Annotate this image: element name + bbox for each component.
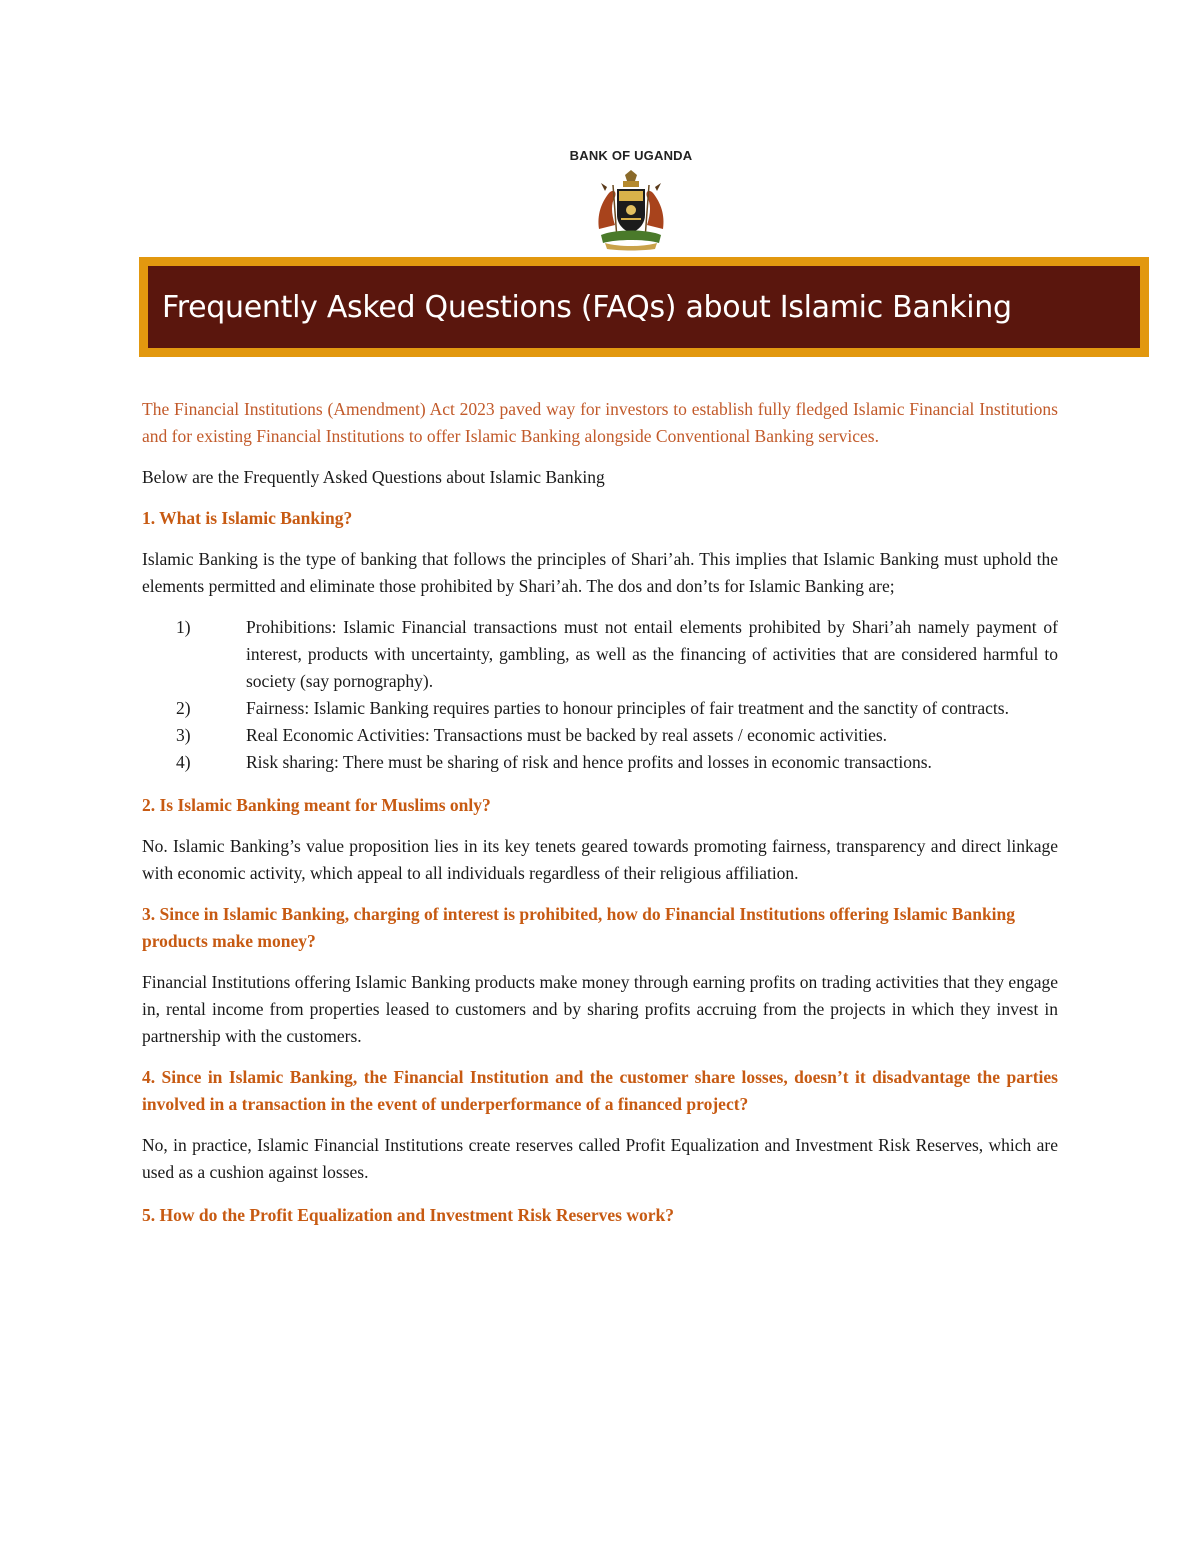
list-item-text: Fairness: Islamic Banking requires parties to honour principles of fair treatment and the sanctity of contracts. bbox=[246, 698, 1009, 718]
page-title: Frequently Asked Questions (FAQs) about Islamic Banking bbox=[162, 289, 1012, 325]
list-item bbox=[142, 722, 1058, 749]
coat-of-arms-icon bbox=[595, 169, 667, 251]
list-item bbox=[142, 749, 1058, 776]
list-item-text: Risk sharing: There must be sharing of risk and hence profits and losses in economic transactions. bbox=[246, 752, 932, 772]
faq-question-4: 4. Since in Islamic Banking, the Financial Institution and the customer share losses, doesn’t it disadvantage the parties involved in a transaction in the event of underperformance of a financed project? bbox=[142, 1067, 1058, 1114]
faq-question-5: 5. How do the Profit Equalization and Investment Risk Reserves work? bbox=[142, 1205, 674, 1225]
list-item bbox=[142, 614, 1058, 695]
lead-paragraph: Below are the Frequently Asked Questions about Islamic Banking bbox=[142, 467, 605, 487]
intro-paragraph: The Financial Institutions (Amendment) Act 2023 paved way for investors to establish fully fledged Islamic Financial Institutions and for existing Financial Institutions to offer Islamic Banking alongside Conventional Banking services. bbox=[142, 399, 1058, 446]
list-item-number: 4) bbox=[176, 752, 191, 772]
title-banner-fill bbox=[148, 266, 1140, 348]
faq-answer-4: No, in practice, Islamic Financial Institutions create reserves called Profit Equalization and Investment Risk Reserves, which are used as a cushion against losses. bbox=[142, 1135, 1058, 1182]
faq-answer-1: Islamic Banking is the type of banking that follows the principles of Shari’ah. This implies that Islamic Banking must uphold the elements permitted and eliminate those prohibited by Shari’ah. The dos and don’ts for Islamic Banking are; bbox=[142, 549, 1058, 596]
list-item-text: Prohibitions: Islamic Financial transactions must not entail elements prohibited by Shari’ah namely payment of interest, products with uncertainty, gambling, as well as the financing of activities that are considered harmful to society (say pornography). bbox=[246, 617, 1058, 691]
faq-question-1: 1. What is Islamic Banking? bbox=[142, 508, 353, 528]
faq-answer-2: No. Islamic Banking’s value proposition lies in its key tenets geared towards promoting fairness, transparency and direct linkage with economic activity, which appeal to all individuals regardless of their religious affiliation. bbox=[142, 836, 1058, 883]
bank-branding bbox=[0, 148, 1200, 251]
list-item bbox=[142, 695, 1058, 722]
list-item-number: 3) bbox=[176, 725, 191, 745]
faq-question-2: 2. Is Islamic Banking meant for Muslims only? bbox=[142, 795, 491, 815]
list-item-number: 1) bbox=[176, 617, 191, 637]
document-body bbox=[142, 396, 1058, 1229]
rules-list bbox=[142, 614, 1058, 776]
bank-name: BANK OF UGANDA bbox=[569, 148, 693, 163]
faq-answer-3: Financial Institutions offering Islamic Banking products make money through earning profits on trading activities that they engage in, rental income from properties leased to customers and by sharing profits accruing from the projects in which they invest in partnership with the customers. bbox=[142, 972, 1058, 1046]
list-item-text: Real Economic Activities: Transactions must be backed by real assets / economic activities. bbox=[246, 725, 888, 745]
faq-question-3: 3. Since in Islamic Banking, charging of interest is prohibited, how do Financial Institutions offering Islamic Banking products make money? bbox=[142, 904, 1016, 951]
title-banner bbox=[139, 257, 1149, 357]
list-item-number: 2) bbox=[176, 698, 191, 718]
